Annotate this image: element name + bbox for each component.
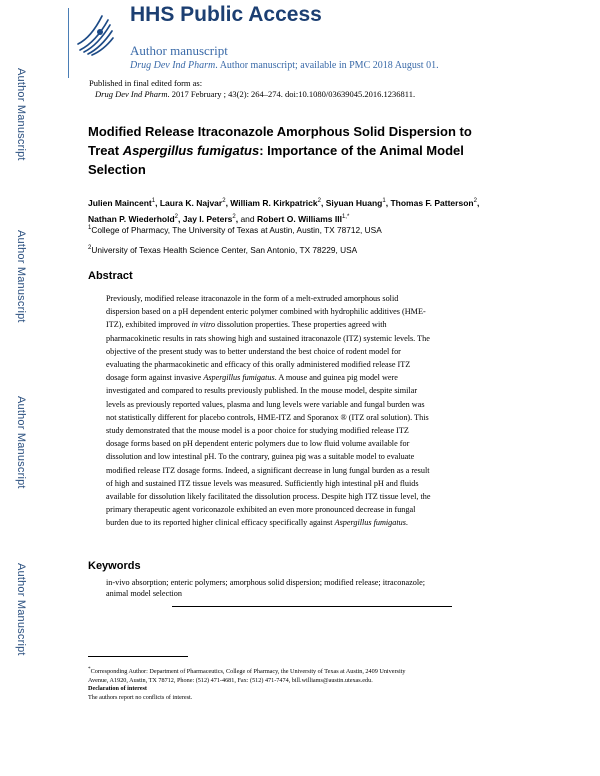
author-manuscript-sidebar [0,0,42,776]
publication-info: Published in final edited form as: Drug Dev Ind Pharm. 2017 February ; 43(2): 264–274. doi:10.1080/03639045.2016.1236811. [89,78,416,99]
author-affiliation-mark: 2 [174,213,179,220]
keywords-text: in-vivo absorption; enteric polymers; amorphous solid dispersion; modified release; itraconazole; animal model selection [106,578,426,598]
section-divider [172,606,452,607]
abstract-line: ITZ), exhibited improved in vitro dissolution properties. These properties agreed with [106,320,387,330]
abstract-text [106,292,494,530]
author-name: Jay I. Peters$^2$ [182,213,236,224]
author-affiliation-mark: 2 [222,198,226,204]
abstract-line: dispersion based on a pH dependent enteric polymer combined with hydrophilic additives (HME- [106,307,426,317]
abstract-heading: Abstract [88,270,133,282]
declaration-heading: Declaration of interest [88,685,147,693]
abstract-line: levels as previously reported values, plasma and lung levels were variable and fungal burden was [106,399,425,409]
abstract-line: modified release ITZ dosage forms. Indeed, a significant decrease in lung fungal burden as a result [106,465,430,475]
author-affiliation-mark: 1 [382,198,386,204]
corresponding-author-contact: Avenue, A1920, Austin, TX 78712, Phone: (512) 471-4681, Fax: (512) 471-7474, bill.williams@austin.utexas.edu. [88,676,373,684]
abstract-line: study demonstrated that the mouse model is a poor choice for studying modified release ITZ [106,426,409,436]
abstract-line: objective of the present study was to better understand the best choice of rodent model for [106,346,401,356]
abstract-line: primary therapeutic agent voriconazole exhibited an even more pronounced decrease in fungal [106,505,416,515]
author-name: Nathan P. Wiederhold$^2$ [88,213,179,224]
abstract-line: dosage form against invasive Aspergillus fumigatus. A mouse and guinea pig model were [106,373,398,383]
author-manuscript-label: Author manuscript [130,43,228,58]
author-affiliation-mark: 2 [317,198,321,204]
sidebar-label: Author Manuscript [15,563,27,656]
affiliation: $^1$College of Pharmacy, The University of Texas at Austin, Austin, TX 78712, USA [88,225,382,235]
author-affiliation-mark: 2 [473,198,477,204]
author-list: Julien Maincent$^1$, Laura K. Najvar$^2$, William R. Kirkpatrick$^2$, Siyuan Huang$^1$, Thomas F. Patterson$^2$, Nathan P. Wiederhold$^2$, Jay I. Peters$^2$, and Robert O. Williams $III^{1,*}$ [88,197,480,224]
sidebar-label: Author Manuscript [15,230,27,323]
authors-and: and [240,213,257,224]
corresponding-author: *Corresponding Author: Department of Pharmaceutics, College of Pharmacy, the University of Texas at Austin, 2409 University [88,666,406,676]
hhs-title: HHS Public Access [130,3,322,26]
author-name: Robert O. Williams $III^{1,*}$ [257,213,350,224]
footnote-divider [88,656,188,657]
hhs-eagle-icon [74,10,116,58]
sidebar-label: Author Manuscript [15,68,27,161]
sidebar-label: Author Manuscript [15,396,27,489]
abstract-line: investigated and compared to results previously published. In the mouse model, despite similar [106,386,418,396]
abstract-line: of high and sustained ITZ tissue levels was measured. Sufficiently high intestinal pH and fluids [106,478,419,488]
header-divider [68,8,69,78]
abstract-line: dissolution and low intestinal pH. To the contrary, guinea pig was a suitable model to evaluate [106,452,415,462]
author-name: Julien Maincent$^1$ [88,197,156,208]
abstract-line: available for dissolution likely facilitated the dissolution process. Despite high ITZ tissue level, the [106,492,431,502]
author-name: Laura K. Najvar$^2$ [159,197,226,208]
abstract-line: evaluating the pharmacokinetic and efficacy of this orally administered modified release ITZ [106,360,411,370]
abstract-line: not statistically different for placebo controls, HME-ITZ and Sporanox ® (ITZ oral solution). This [106,412,429,422]
journal-availability: Drug Dev Ind Pharm. Author manuscript; available in PMC 2018 August 01. [130,60,439,71]
abstract-line: burden due to its reported higher clinical efficacy specifically against Aspergillus fumigatus. [106,518,408,528]
author-affiliation-mark: 1 [151,198,156,204]
abstract-line: dosage forms based on pH dependent enteric polymers due to low fluid volume available for [106,439,410,449]
article-title: Modified Release Itraconazole Amorphous Solid Dispersion to Treat Aspergillus fumigatus: Importance of the Animal Model Selection [88,124,472,177]
author-name: William R. Kirkpatrick$^2$ [230,197,321,208]
keywords-heading: Keywords [88,560,141,572]
author-affiliation-mark: 2 [232,213,236,220]
abstract-line: pharmacokinetic results in rats showing high and sustained itraconazole (ITZ) systemic levels. The [106,333,430,343]
footnotes [88,665,498,703]
abstract-line: Previously, modified release itraconazole in the form of a melt-extruded amorphous solid [106,294,399,303]
author-name: Siyuan Huang$^1$ [325,197,386,208]
affiliation: $^2$University of Texas Health Science Center, San Antonio, TX 78229, USA [88,245,358,255]
author-affiliation-mark: 1,* [341,213,350,220]
author-name: Thomas F. Patterson$^2$ [390,197,477,208]
declaration-text: The authors report no conflicts of interest. [88,694,193,702]
